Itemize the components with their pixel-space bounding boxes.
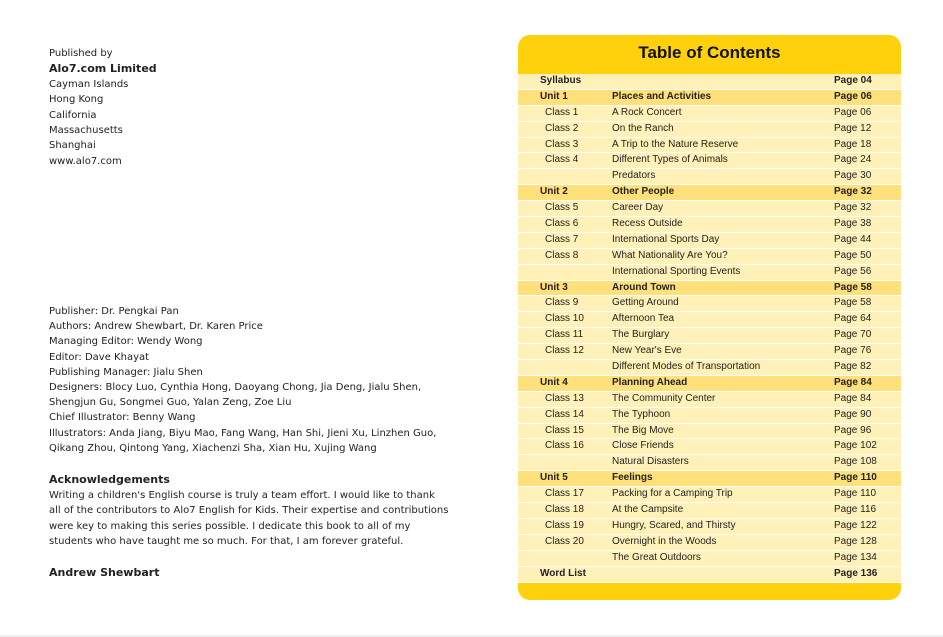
toc-page-number: Page 108 <box>834 456 877 468</box>
toc-section-label: Class 15 <box>545 424 584 436</box>
acknowledgements-author: Andrew Shewbart <box>49 566 160 579</box>
toc-section-label: Unit 5 <box>540 472 568 484</box>
acknowledgements-line: all of the contributors to Alo7 English for Kids. Their expertise and contributions <box>49 505 449 517</box>
credit-line: Editor: Dave Khayat <box>49 351 150 363</box>
publisher-block <box>49 46 157 169</box>
toc-row-class <box>518 296 901 312</box>
toc-section-label: Class 13 <box>545 392 584 404</box>
publisher-location: Massachusetts <box>49 125 123 137</box>
credits-block <box>49 304 437 456</box>
toc-row-class <box>518 328 901 344</box>
toc-entry-title: Recess Outside <box>612 218 683 230</box>
toc-entry-title: At the Campsite <box>612 504 684 516</box>
toc-row-class <box>518 408 901 424</box>
toc-entry-title: Feelings <box>612 472 653 484</box>
toc-row-class <box>518 217 901 233</box>
toc-section-label: Class 9 <box>545 297 579 309</box>
toc-page-number: Page 58 <box>834 281 872 293</box>
toc-section-label: Class 4 <box>545 154 579 166</box>
toc-page-number: Page 44 <box>834 233 872 245</box>
toc-entry-title: Different Types of Animals <box>612 154 728 166</box>
toc-section-label: Class 5 <box>545 202 579 214</box>
toc-entry-title: The Community Center <box>612 392 716 404</box>
acknowledgements-body <box>49 488 449 550</box>
toc-page-number: Page 50 <box>834 249 872 261</box>
toc-row-class <box>518 169 901 185</box>
toc-page-number: Page 136 <box>834 567 878 579</box>
toc-row-class <box>518 265 901 281</box>
toc-section-label: Class 2 <box>545 122 579 134</box>
toc-entry-title: Other People <box>612 186 675 198</box>
toc-row-class <box>518 424 901 440</box>
toc-row-class <box>518 503 901 519</box>
toc-title: Table of Contents <box>638 43 781 62</box>
toc-page-number: Page 06 <box>834 90 872 102</box>
toc-entry-title: Natural Disasters <box>612 456 689 468</box>
toc-section-label: Syllabus <box>540 75 582 86</box>
toc-row-class <box>518 360 901 376</box>
toc-row-header <box>518 567 901 583</box>
toc-row-unit <box>518 376 901 392</box>
toc-page-number: Page 56 <box>834 265 872 277</box>
toc-page-number: Page 38 <box>834 218 872 230</box>
credit-line: Managing Editor: Wendy Wong <box>49 336 203 348</box>
toc-page-number: Page 134 <box>834 551 877 563</box>
toc-row-class <box>518 153 901 169</box>
acknowledgements-line: students who have taught me so much. For that, I am forever grateful. <box>49 536 404 548</box>
toc-page-number: Page 58 <box>834 297 872 309</box>
toc-entry-title: Different Modes of Transportation <box>612 361 761 373</box>
toc-row-unit <box>518 90 901 106</box>
publisher-website: www.alo7.com <box>49 155 122 167</box>
toc-section-label: Class 3 <box>545 138 579 150</box>
toc-row-class <box>518 122 901 138</box>
toc-page-number: Page 70 <box>834 329 872 341</box>
toc-entry-title: International Sporting Events <box>612 265 741 277</box>
toc-page-number: Page 90 <box>834 408 872 420</box>
toc-entry-title: Places and Activities <box>612 90 712 102</box>
toc-section-label: Class 17 <box>545 488 584 500</box>
toc-page-number: Page 116 <box>834 504 877 516</box>
toc-page-number: Page 18 <box>834 138 872 150</box>
toc-entry-title: Close Friends <box>612 440 674 452</box>
toc-row-class <box>518 487 901 503</box>
toc-section-label: Class 19 <box>545 519 584 531</box>
toc-page-number: Page 110 <box>834 472 877 484</box>
toc-section-label: Class 18 <box>545 504 584 516</box>
toc-page-number: Page 84 <box>834 392 872 404</box>
left-page <box>0 0 470 637</box>
toc-page-number: Page 122 <box>834 519 877 531</box>
toc-section-label: Class 1 <box>545 106 579 118</box>
credit-line: Designers: Blocy Luo, Cynthia Hong, Daoyang Chong, Jia Deng, Jialu Shen, <box>49 382 422 394</box>
toc-table <box>518 74 901 583</box>
credit-line: Qikang Zhou, Qintong Yang, Xiachenzi Sha, Xian Hu, Xujing Wang <box>49 442 377 454</box>
toc-section-label: Class 8 <box>545 249 579 261</box>
toc-entry-title: On the Ranch <box>612 122 674 134</box>
toc-entry-title: Career Day <box>612 202 664 214</box>
toc-entry-title: The Typhoon <box>612 408 671 420</box>
credit-line: Publisher: Dr. Pengkai Pan <box>49 306 179 317</box>
toc-page-number: Page 96 <box>834 424 872 436</box>
toc-row-class <box>518 551 901 567</box>
acknowledgements-line: were key to making this series possible. I dedicate this book to all of my <box>49 520 411 532</box>
toc-row-class <box>518 455 901 471</box>
toc-page-number: Page 128 <box>834 535 877 547</box>
toc-entry-title: Packing for a Camping Trip <box>612 488 733 500</box>
toc-entry-title: Getting Around <box>612 297 679 309</box>
toc-page-number: Page 24 <box>834 154 872 166</box>
toc-row-class <box>518 439 901 455</box>
toc-section-label: Unit 1 <box>540 90 568 102</box>
toc-page-number: Page 30 <box>834 170 872 182</box>
toc-section-label: Unit 2 <box>540 186 568 198</box>
toc-page-number: Page 102 <box>834 440 877 452</box>
toc-page-number: Page 84 <box>834 376 872 388</box>
toc-page-number: Page 32 <box>834 186 872 198</box>
toc-row-class <box>518 392 901 408</box>
toc-page-number: Page 110 <box>834 488 877 500</box>
acknowledgements-heading: Acknowledgements <box>49 473 170 486</box>
credit-line: Publishing Manager: Jialu Shen <box>49 366 203 378</box>
toc-page-number: Page 04 <box>834 75 872 86</box>
toc-entry-title: Around Town <box>612 281 676 293</box>
toc-page-number: Page 76 <box>834 345 872 357</box>
publisher-location: Cayman Islands <box>49 78 129 90</box>
toc-entry-title: The Great Outdoors <box>612 551 701 563</box>
toc-entry-title: Overnight in the Woods <box>612 535 717 547</box>
toc-entry-title: Planning Ahead <box>612 376 688 388</box>
toc-row-class <box>518 201 901 217</box>
acknowledgements-line: Writing a children's English course is truly a team effort. I would like to thank <box>49 490 435 501</box>
toc-section-label: Class 16 <box>545 440 584 452</box>
toc-section-label: Unit 3 <box>540 281 568 293</box>
toc-row-class <box>518 344 901 360</box>
toc-entry-title: A Rock Concert <box>612 106 682 118</box>
toc-entry-title: What Nationality Are You? <box>612 249 728 261</box>
toc-row-class <box>518 519 901 535</box>
toc-page-number: Page 82 <box>834 361 872 373</box>
toc-page-number: Page 64 <box>834 313 872 325</box>
toc-row-header <box>518 74 901 90</box>
toc-entry-title: A Trip to the Nature Reserve <box>612 138 739 150</box>
toc-row-unit <box>518 281 901 297</box>
toc-row-class <box>518 138 901 154</box>
toc-row-class <box>518 249 901 265</box>
publisher-location: Shanghai <box>49 140 96 152</box>
toc-row-unit <box>518 471 901 487</box>
toc-entry-title: The Big Move <box>612 424 674 436</box>
toc-entry-title: The Burglary <box>612 329 670 341</box>
toc-row-unit <box>518 185 901 201</box>
toc-row-class <box>518 106 901 122</box>
toc-entry-title: Afternoon Tea <box>612 313 675 325</box>
publisher-location: California <box>49 109 97 121</box>
toc-row-class <box>518 233 901 249</box>
toc-row-class <box>518 312 901 328</box>
published-by-label: Published by <box>49 48 113 59</box>
publisher-location: Hong Kong <box>49 94 104 106</box>
toc-entry-title: Hungry, Scared, and Thirsty <box>612 519 736 531</box>
toc-section-label: Class 12 <box>545 345 584 357</box>
credit-line: Chief Illustrator: Benny Wang <box>49 412 196 424</box>
publisher-company: Alo7.com Limited <box>49 62 157 76</box>
toc-entry-title: Predators <box>612 170 656 182</box>
toc-section-label: Class 20 <box>545 535 584 547</box>
toc-section-label: Class 7 <box>545 233 579 245</box>
toc-section-label: Class 10 <box>545 313 584 325</box>
toc-row-class <box>518 535 901 551</box>
toc-section-label: Class 6 <box>545 218 579 230</box>
toc-entry-title: International Sports Day <box>612 233 720 245</box>
table-of-contents-card <box>518 35 901 600</box>
toc-page-number: Page 32 <box>834 202 872 214</box>
toc-page-number: Page 12 <box>834 122 872 134</box>
toc-section-label: Word List <box>540 567 586 579</box>
credit-line: Shengjun Gu, Songmei Guo, Yalan Zeng, Zoe Liu <box>49 397 292 409</box>
toc-section-label: Class 14 <box>545 408 584 420</box>
toc-entry-title: New Year's Eve <box>612 345 682 357</box>
toc-section-label: Unit 4 <box>540 376 568 388</box>
toc-page-number: Page 06 <box>834 106 872 118</box>
toc-section-label: Class 11 <box>545 329 584 341</box>
credit-line: Authors: Andrew Shewbart, Dr. Karen Price <box>49 321 263 333</box>
credit-line: Illustrators: Anda Jiang, Biyu Mao, Fang Wang, Han Shi, Jieni Xu, Linzhen Guo, <box>49 427 437 439</box>
